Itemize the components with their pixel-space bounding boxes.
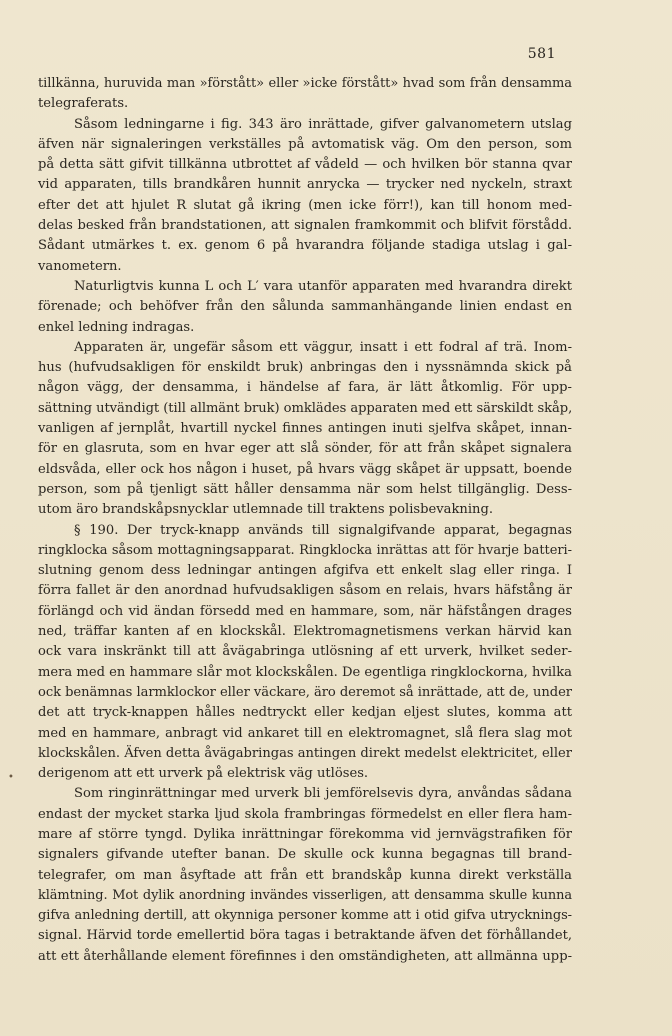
- text-line: vid apparaten, tills brandkåren hunnit anrycka — trycker ned nyckeln, straxt: [38, 177, 572, 193]
- text-line: det att tryck-knappen hålles nedtryckt eller kedjan eljest slutes, komma att: [38, 705, 572, 721]
- text-line: eldsvåda, eller ock hos någon i huset, på hvars vägg skåpet är uppsatt, boende: [38, 461, 572, 477]
- text-line: ock benämnas larmklockor eller väckare, äro deremot så inrättade, att de, under: [38, 684, 572, 700]
- text-line: tillkänna, huruvida man »förstått» eller »icke förstått» hvad som från densamma: [38, 76, 572, 91]
- text-line: person, som på tjenligt sätt håller densamma när som helst tillgänglig. Dess-: [38, 481, 572, 497]
- text-line: äfven när signaleringen verkställes på avtomatisk väg. Om den person, som: [38, 136, 572, 152]
- text-line: förra fallet är den anordnad hufvudsakligen såsom en relais, hvars häfstång är: [38, 583, 572, 599]
- text-line: § 190. Der tryck-knapp används till signalgifvande apparat, begagnas: [74, 522, 572, 538]
- text-line: telegrafer, om man åsyftade att från ett brandskåp kunna direkt verkställa: [38, 867, 572, 883]
- text-line: signal. Härvid torde emellertid böra tagas i betraktande äfven det förhållandet,: [38, 928, 572, 944]
- text-line: sättning utvändigt (till allmänt bruk) omklädes apparaten med ett särskildt skåp,: [38, 400, 573, 416]
- margin-mark: •: [8, 772, 14, 783]
- text-line: vanometern.: [38, 258, 122, 274]
- text-line: signalers gifvande utefter banan. De skulle ock kunna begagnas till brand-: [38, 847, 572, 863]
- text-line: mera med en hammare slår mot klockskålen. De egentliga ringklockorna, hvilka: [38, 664, 572, 680]
- text-line: Såsom ledningarne i fig. 343 äro inrättade, gifver galvanometern utslag: [74, 116, 572, 132]
- text-line: Som ringinrättningar med urverk bli jemförelsevis dyra, anvåndas sådana: [74, 786, 572, 802]
- text-line: med en hammare, anbragt vid ankaret till en elektromagnet, slå flera slag mot: [38, 725, 572, 741]
- text-line: hus (hufvudsakligen för enskildt bruk) anbringas den i nyssnämnda skick på: [38, 360, 572, 376]
- text-line: derigenom att ett urverk på elektrisk väg utlöses.: [38, 766, 369, 782]
- text-line: gifva anledning dertill, att okynniga personer komme att i otid gifva utrycknings-: [38, 908, 572, 924]
- text-line: telegraferats.: [38, 96, 129, 112]
- text-line: ned, träffar kanten af en klockskål. Elektromagnetismens verkan härvid kan: [38, 624, 572, 640]
- text-line: slutning genom dess ledningar antingen afgifva ett enkelt slag eller ringa. I: [38, 563, 572, 579]
- text-line: utom äro brandskåpsnycklar utlemnade till traktens polisbevakning.: [38, 502, 493, 518]
- text-line: förenade; och behöfver från den sålunda sammanhängande linien endast en: [38, 299, 572, 315]
- text-line: ringklocka såsom mottagningsapparat. Ringklocka inrättas att för hvarje batteri-: [38, 542, 572, 558]
- text-line: klockskålen. Äfven detta åvägabringas antingen direkt medelst elektricitet, eller: [38, 745, 572, 761]
- text-line: delas besked från brandstationen, att signalen framkommit och blifvit förstådd.: [38, 218, 572, 234]
- text-line: klämtning. Mot dylik anordning invändes visserligen, att densamma skulle kunna: [38, 887, 572, 903]
- text-line: Naturligtvis kunna L och L′ vara utanför apparaten med hvarandra direkt: [74, 278, 572, 294]
- text-line: ock vara inskränkt till att åvägabringa utlösning af ett urverk, hvilket seder-: [38, 644, 572, 660]
- text-line: för en glasruta, som en hvar eger att slå sönder, för att från skåpet signalera: [38, 441, 572, 457]
- text-line: endast der mycket starka ljud skola frambringas förmedelst en eller flera ham-: [38, 806, 572, 822]
- text-line: Sådant utmärkes t. ex. genom 6 på hvarandra följande stadiga utslag i gal-: [38, 238, 572, 254]
- page-number: 581: [527, 46, 556, 62]
- text-line: någon vägg, der densamma, i händelse af fara, är lätt åtkomlig. För upp-: [38, 380, 572, 396]
- text-line: vanligen af jernplåt, hvartill nyckel finnes antingen inuti sjelfva skåpet, innan-: [38, 421, 572, 437]
- text-line: efter det att hjulet R slutat gå ikring (men icke förr!), kan till honom med-: [38, 197, 572, 213]
- text-line: att ett återhållande element förefinnes i den omständigheten, att allmänna upp-: [38, 948, 572, 964]
- text-line: mare af större tyngd. Dylika inrättningar förekomma vid jernvägstrafiken för: [38, 826, 572, 842]
- text-line: förlängd och vid ändan försedd med en hammare, som, när häfstången drages: [38, 603, 572, 619]
- text-line: enkel ledning indragas.: [38, 319, 195, 335]
- body-text: [38, 74, 572, 967]
- text-line: på detta sätt gifvit tillkänna utbrottet af vådeld — och hvilken bör stanna qvar: [38, 157, 572, 173]
- text-line: Apparaten är, ungefär såsom ett väggur, insatt i ett fodral af trä. Inom-: [74, 339, 572, 355]
